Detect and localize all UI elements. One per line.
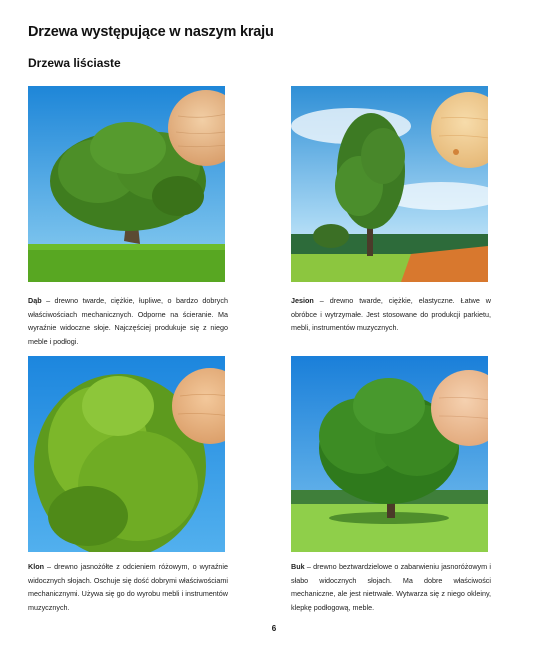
page-number: 6 bbox=[271, 624, 277, 633]
section-title: Drzewa liściaste bbox=[28, 56, 121, 70]
beech-card bbox=[291, 356, 491, 552]
maple-photo bbox=[28, 356, 225, 552]
maple-text: – drewno jasnożółte z odcieniem różowym, o wyraźnie widocznych słojach. Oschuje się dość dobrymi właściwościami mechanicznymi. Używa się go do wyrobu mebli i instrumentów muzycznych. bbox=[28, 562, 228, 612]
oak-card bbox=[28, 86, 228, 282]
oak-text: – drewno twarde, ciężkie, łupliwe, o bardzo dobrych właściwościach mechanicznych. Odporne na ścieranie. Ma wyraźnie widoczne słoje. Najczęściej produkuje się z niego meble i podłogi. bbox=[28, 296, 228, 346]
oak-description bbox=[28, 294, 228, 348]
ash-description bbox=[291, 294, 491, 335]
beech-description bbox=[291, 560, 491, 614]
maple-card bbox=[28, 356, 228, 552]
beech-photo bbox=[291, 356, 488, 552]
oak-name: Dąb bbox=[28, 296, 42, 305]
page-title: Drzewa występujące w naszym kraju bbox=[28, 24, 274, 40]
ash-text: – drewno twarde, ciężkie, elastyczne. Łatwe w obróbce i wytrzymałe. Jest stosowane do produkcji parkietu, mebli, instrumentów muzycznych. bbox=[291, 296, 491, 333]
ash-photo bbox=[291, 86, 488, 282]
maple-name: Klon bbox=[28, 562, 44, 571]
maple-description bbox=[28, 560, 228, 614]
ash-card bbox=[291, 86, 491, 282]
ash-name: Jesion bbox=[291, 296, 314, 305]
beech-name: Buk bbox=[291, 562, 305, 571]
oak-photo bbox=[28, 86, 225, 282]
beech-text: – drewno beztwardzielowe o zabarwieniu jasnoróżowym i słabo widocznych słojach. Ma dobre właściwości mechaniczne, ale jest nietrwałe. Wytwarza się z niego okleiny, klepkę podłogową, meble. bbox=[291, 562, 491, 612]
